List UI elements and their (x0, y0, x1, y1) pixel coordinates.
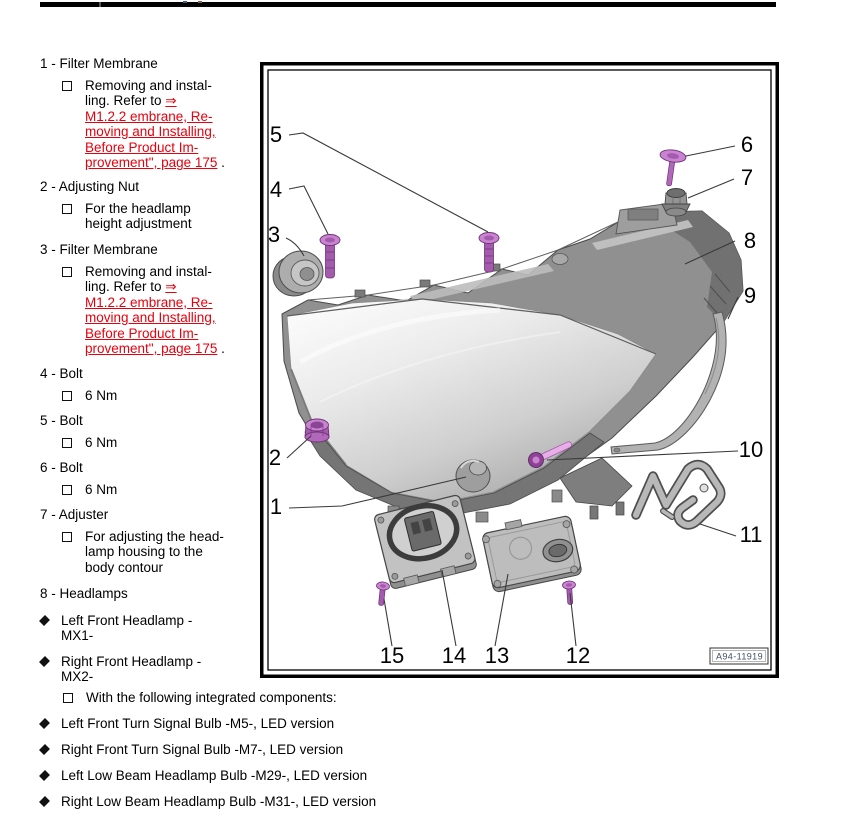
part-heading: 2 - Adjusting Nut (40, 179, 140, 194)
callout-3: 3 (267, 222, 281, 247)
reference-link[interactable]: Before Product Im- (85, 325, 199, 341)
bulb-item (40, 768, 460, 783)
reference-link[interactable]: Before Product Im- (85, 139, 199, 155)
variant-line: Right Front Headlamp - (61, 654, 202, 669)
part-note (40, 201, 258, 232)
note-line: Removing and instal- (85, 264, 212, 279)
bulb-label: Right Front Turn Signal Bulb -M7-, LED version (61, 742, 344, 757)
bulb-label: Right Low Beam Headlamp Bulb -M31-, LED version (61, 794, 377, 809)
part-note (40, 78, 258, 170)
note-line: height adjustment (85, 216, 192, 232)
reference-link[interactable]: moving and Installing, (85, 124, 216, 140)
bulb-label: Left Front Turn Signal Bulb -M5-, LED version (61, 716, 335, 731)
callout-8: 8 (743, 228, 757, 253)
note-text: . (217, 155, 225, 171)
note-line (85, 279, 258, 294)
checkbox-icon (63, 693, 73, 703)
reference-link[interactable]: M1.2.2 embrane, Re- (85, 108, 213, 124)
checkbox-icon (62, 391, 72, 401)
part-note (40, 264, 258, 356)
part-heading: 5 - Bolt (40, 413, 83, 428)
page-header-rule (40, 2, 776, 7)
checkbox-icon (62, 485, 72, 495)
note-text: ling. Refer to (85, 279, 166, 295)
part-heading: 8 - Headlamps (40, 586, 128, 601)
checkbox-icon (62, 438, 72, 448)
reference-link[interactable]: moving and Installing, (85, 310, 216, 326)
bulb-item (40, 742, 460, 757)
note-line: lamp housing to the (85, 544, 203, 560)
note-line (85, 93, 258, 108)
part-heading: 1 - Filter Membrane (40, 56, 158, 71)
checkbox-icon (62, 267, 72, 277)
part-note (40, 388, 258, 403)
callout-7: 7 (740, 165, 754, 190)
part-item-6 (40, 461, 258, 497)
part-item-4 (40, 367, 258, 403)
reference-link[interactable]: ⇒ (165, 93, 177, 109)
diamond-icon (39, 718, 50, 729)
diamond-icon (39, 656, 50, 667)
part-item-3 (40, 243, 258, 356)
figure-code-label (710, 648, 768, 664)
callout-15: 15 (379, 643, 405, 668)
note-line: For adjusting the head- (85, 529, 224, 544)
reference-link[interactable]: M1.2.2 embrane, Re- (85, 294, 213, 310)
diamond-icon (39, 744, 50, 755)
headlamp-variant-right (40, 654, 258, 685)
part-item-5 (40, 414, 258, 450)
variant-line: MX2- (61, 669, 94, 685)
bulb-item (40, 794, 460, 809)
note-line: 6 Nm (85, 388, 118, 403)
integrated-components-note (63, 690, 483, 705)
reference-link[interactable]: provement", page 175 (85, 155, 218, 171)
checkbox-icon (62, 532, 72, 542)
variant-line: MX1- (61, 628, 94, 644)
variant-line: Left Front Headlamp - (61, 613, 193, 628)
callout-13: 13 (484, 643, 510, 668)
adjuster-part (662, 189, 690, 217)
diamond-icon (39, 770, 50, 781)
reference-link[interactable]: provement", page 175 (85, 341, 218, 357)
callout-5: 5 (269, 122, 283, 147)
bulb-item (40, 716, 460, 731)
diamond-icon (39, 615, 50, 626)
part-heading: 3 - Filter Membrane (40, 242, 158, 257)
part-heading: 6 - Bolt (40, 460, 83, 475)
header-text-fragment (183, 1, 187, 3)
callout-1: 1 (269, 494, 283, 519)
diamond-icon (39, 796, 50, 807)
callout-9: 9 (743, 283, 757, 308)
reference-link[interactable]: ⇒ (165, 279, 177, 295)
bulb-label: Left Low Beam Headlamp Bulb -M29-, LED version (61, 768, 368, 783)
header-text-fragment (198, 1, 202, 3)
checkbox-icon (62, 204, 72, 214)
filter-membrane-part (456, 460, 490, 492)
headlamp-variant-left (40, 613, 258, 644)
part-note (40, 435, 258, 450)
part-note (40, 482, 258, 497)
note-line (85, 155, 258, 170)
note-line: 6 Nm (85, 482, 118, 497)
callout-10: 10 (738, 437, 764, 462)
part-item-1 (40, 57, 258, 170)
callout-14: 14 (441, 643, 467, 668)
note-line (85, 341, 258, 356)
note-text: . (217, 341, 225, 357)
checkbox-icon (62, 81, 72, 91)
figure-code: A94-11919 (716, 651, 763, 662)
note-line: body contour (85, 559, 164, 575)
part-item-7 (40, 508, 258, 575)
note-line: With the following integrated components: (86, 690, 337, 705)
note-line: Removing and instal- (85, 78, 212, 93)
part-note (40, 529, 258, 575)
exploded-view-figure (260, 62, 779, 678)
part-item-2 (40, 180, 258, 232)
part-heading: 4 - Bolt (40, 366, 83, 381)
note-line: For the headlamp (85, 201, 191, 216)
part-item-8 (40, 587, 258, 601)
callout-4: 4 (269, 177, 283, 202)
note-text: ling. Refer to (85, 93, 166, 109)
note-line: 6 Nm (85, 435, 118, 450)
header-rule-notch (99, 2, 101, 7)
callout-12: 12 (565, 643, 591, 668)
callout-6: 6 (740, 132, 754, 157)
part-heading: 7 - Adjuster (40, 507, 109, 522)
callout-2: 2 (268, 445, 282, 470)
callout-11: 11 (739, 522, 763, 547)
